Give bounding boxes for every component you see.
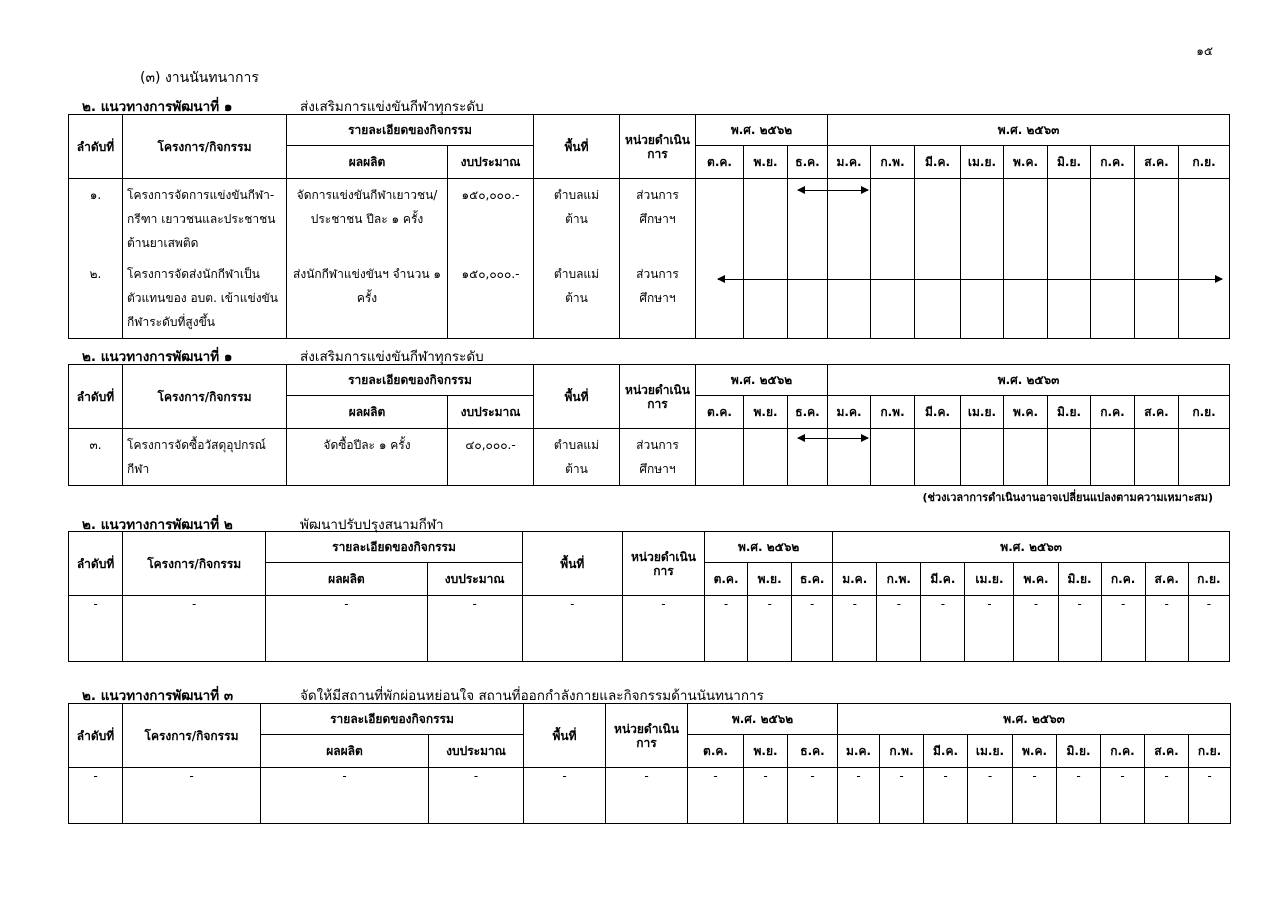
header-unit: หน่วยดำเนินการ <box>606 704 688 768</box>
row-output: - <box>261 768 429 824</box>
row-no: - <box>69 596 123 662</box>
header-month: ก.ย. <box>1188 563 1229 596</box>
header-unit: หน่วยดำเนินการ <box>620 115 696 179</box>
header-budget: งบประมาณ <box>448 396 534 429</box>
row-month: - <box>877 596 921 662</box>
header-month: พ.ย. <box>744 735 788 768</box>
row-budget: ๑๕๐,๐๐๐.- <box>461 267 520 281</box>
header-no: ลำดับที่ <box>69 704 123 768</box>
header-month: มิ.ย. <box>1057 735 1101 768</box>
row-month: - <box>921 596 965 662</box>
header-month: มิ.ย. <box>1048 146 1091 179</box>
row-month: - <box>1057 768 1101 824</box>
row-month: - <box>705 596 748 662</box>
header-month: ก.ค. <box>1091 396 1135 429</box>
row-month: - <box>924 768 968 824</box>
header-month: ก.พ. <box>877 563 921 596</box>
plan-table-3 <box>68 531 1230 662</box>
plan-table-2 <box>68 364 1230 486</box>
header-month: ก.ย. <box>1179 146 1230 179</box>
header-year-2562: พ.ศ. ๒๕๖๒ <box>705 532 833 563</box>
row-area: ตำบลแม่ต้าน <box>553 267 600 305</box>
header-month: เม.ย. <box>961 146 1004 179</box>
header-month: ต.ค. <box>696 146 744 179</box>
header-month: ธ.ค. <box>792 563 833 596</box>
row-area: ตำบลแม่ต้าน <box>553 188 600 226</box>
row-no: - <box>69 768 123 824</box>
row-month: - <box>1189 768 1231 824</box>
row-month: - <box>1014 596 1058 662</box>
header-details: รายละเอียดของกิจกรรม <box>261 704 524 735</box>
header-year-2563: พ.ศ. ๒๕๖๓ <box>838 704 1231 735</box>
header-month: ม.ค. <box>838 735 880 768</box>
row-project: โครงการจัดซื้อวัสดุอุปกรณ์กีฬา <box>127 438 266 476</box>
heading-label: ๒. แนวทางการพัฒนาที่ ๒ <box>82 517 233 533</box>
row-no: ๒. <box>89 267 102 281</box>
row-month: - <box>833 596 877 662</box>
header-month: ส.ค. <box>1145 563 1188 596</box>
schedule-note: (ช่วงเวลาการดำเนินงานอาจเปลี่ยนแปลงตามความเหมาะสม) <box>922 491 1213 504</box>
header-month: พ.ย. <box>748 563 792 596</box>
header-year-2562: พ.ศ. ๒๕๖๒ <box>688 704 838 735</box>
row-project: - <box>123 596 266 662</box>
plan-table-1 <box>68 114 1230 339</box>
plan-table-4 <box>68 703 1231 824</box>
row-unit: ส่วนการศึกษาฯ <box>636 188 679 226</box>
table-row <box>69 596 1230 662</box>
header-year-2563: พ.ศ. ๒๕๖๓ <box>828 365 1230 396</box>
header-month: ส.ค. <box>1145 735 1189 768</box>
header-year-2563: พ.ศ. ๒๕๖๓ <box>828 115 1230 146</box>
header-no: ลำดับที่ <box>69 115 123 179</box>
heading-label: ๒. แนวทางการพัฒนาที่ ๑ <box>82 349 233 365</box>
header-no: ลำดับที่ <box>69 365 123 429</box>
row-output: ส่งนักกีฬาแข่งขันฯ จำนวน ๑ ครั้ง <box>293 267 441 305</box>
page-number: ๑๕ <box>1196 44 1213 58</box>
header-year-2562: พ.ศ. ๒๕๖๒ <box>696 365 828 396</box>
header-month: ก.ค. <box>1091 146 1135 179</box>
row-output: - <box>266 596 427 662</box>
header-month: ก.ค. <box>1101 563 1145 596</box>
row-month: - <box>792 596 833 662</box>
header-year-2563: พ.ศ. ๒๕๖๓ <box>833 532 1230 563</box>
row-month: - <box>838 768 880 824</box>
heading-description: ส่งเสริมการแข่งขันกีฬาทุกระดับ <box>300 99 484 115</box>
header-month: มี.ค. <box>921 563 965 596</box>
header-month: ม.ค. <box>828 396 871 429</box>
row-month: - <box>688 768 744 824</box>
header-month: ก.ย. <box>1189 735 1231 768</box>
row-month: - <box>880 768 924 824</box>
row-month: - <box>1145 768 1189 824</box>
header-area: พื้นที่ <box>522 532 622 596</box>
header-area: พื้นที่ <box>534 365 620 429</box>
header-month: มิ.ย. <box>1048 396 1091 429</box>
schedule-arrow-row-3 <box>798 438 868 439</box>
row-area: - <box>522 596 622 662</box>
header-month: ก.พ. <box>871 396 915 429</box>
header-month: เม.ย. <box>968 735 1013 768</box>
table-row <box>69 179 1230 339</box>
header-details: รายละเอียดของกิจกรรม <box>287 365 534 396</box>
header-month: ก.พ. <box>871 146 915 179</box>
header-month: ต.ค. <box>705 563 748 596</box>
row-month: - <box>968 768 1013 824</box>
header-month: พ.ย. <box>744 396 788 429</box>
row-month: - <box>748 596 792 662</box>
header-month: พ.ย. <box>744 146 788 179</box>
row-month: - <box>1013 768 1057 824</box>
header-area: พื้นที่ <box>524 704 606 768</box>
header-project: โครงการ/กิจกรรม <box>123 365 287 429</box>
row-no: ๓. <box>89 438 102 452</box>
row-month: - <box>744 768 788 824</box>
row-output: จัดการแข่งขันกีฬาเยาวชน/ประชาชน ปีละ ๑ ครั้ง <box>296 188 438 226</box>
heading-label: ๒. แนวทางการพัฒนาที่ ๓ <box>82 688 234 704</box>
row-budget: - <box>427 596 522 662</box>
row-area: ตำบลแม่ต้าน <box>553 438 600 476</box>
header-month: เม.ย. <box>961 396 1004 429</box>
heading-description: ส่งเสริมการแข่งขันกีฬาทุกระดับ <box>300 349 484 365</box>
header-month: ต.ค. <box>688 735 744 768</box>
header-budget: งบประมาณ <box>429 735 524 768</box>
header-month: ม.ค. <box>833 563 877 596</box>
row-unit: ส่วนการศึกษาฯ <box>636 438 679 476</box>
schedule-arrow-row-1 <box>798 190 868 191</box>
header-month: ต.ค. <box>696 396 744 429</box>
heading-description: จัดให้มีสถานที่พักผ่อนหย่อนใจ สถานที่ออกกำลังกายและกิจกรรมด้านนันทนาการ <box>300 688 764 704</box>
row-project: - <box>123 768 261 824</box>
header-project: โครงการ/กิจกรรม <box>123 532 266 596</box>
header-month: ม.ค. <box>828 146 871 179</box>
heading-label: ๒. แนวทางการพัฒนาที่ ๑ <box>82 99 233 115</box>
header-month: ธ.ค. <box>788 735 838 768</box>
table-row <box>69 768 1231 824</box>
header-project: โครงการ/กิจกรรม <box>123 115 287 179</box>
header-output: ผลผลิต <box>287 396 448 429</box>
header-month: ธ.ค. <box>788 146 828 179</box>
heading-description: พัฒนาปรับปรุงสนามกีฬา <box>300 517 444 533</box>
header-budget: งบประมาณ <box>448 146 534 179</box>
header-output: ผลผลิต <box>266 563 427 596</box>
row-project: โครงการจัดการแข่งขันกีฬา-กรีฑา เยาวชนและประชาชนต้านยาเสพติด <box>127 188 276 250</box>
header-project: โครงการ/กิจกรรม <box>123 704 261 768</box>
header-details: รายละเอียดของกิจกรรม <box>266 532 522 563</box>
row-month: - <box>1101 768 1145 824</box>
header-month: เม.ย. <box>965 563 1014 596</box>
header-month: มิ.ย. <box>1058 563 1101 596</box>
row-month: - <box>965 596 1014 662</box>
row-unit: - <box>622 596 704 662</box>
header-month: พ.ค. <box>1004 146 1048 179</box>
header-month: มี.ค. <box>924 735 968 768</box>
header-month: ก.ค. <box>1101 735 1145 768</box>
row-unit: ส่วนการศึกษาฯ <box>636 267 679 305</box>
row-budget: ๔๐,๐๐๐.- <box>465 438 516 452</box>
header-month: ส.ค. <box>1135 396 1179 429</box>
header-unit: หน่วยดำเนินการ <box>620 365 696 429</box>
section-title: (๓) งานนันทนาการ <box>140 70 259 86</box>
schedule-arrow-row-2 <box>718 279 1222 280</box>
row-budget: - <box>429 768 524 824</box>
header-no: ลำดับที่ <box>69 532 123 596</box>
header-month: มี.ค. <box>915 146 961 179</box>
header-month: ก.ย. <box>1179 396 1230 429</box>
row-month: - <box>788 768 838 824</box>
row-month: - <box>1145 596 1188 662</box>
table-row <box>69 429 1230 486</box>
row-area: - <box>524 768 606 824</box>
row-project: โครงการจัดส่งนักกีฬาเป็นตัวแทนของ อบต. เข้าแข่งขันกีฬาระดับที่สูงขึ้น <box>127 267 278 329</box>
row-month: - <box>1188 596 1229 662</box>
header-output: ผลผลิต <box>287 146 448 179</box>
row-no: ๑. <box>89 188 102 202</box>
header-output: ผลผลิต <box>261 735 429 768</box>
row-unit: - <box>606 768 688 824</box>
header-budget: งบประมาณ <box>427 563 522 596</box>
row-budget: ๑๕๐,๐๐๐.- <box>461 188 520 202</box>
header-month: พ.ค. <box>1014 563 1058 596</box>
header-year-2562: พ.ศ. ๒๕๖๒ <box>696 115 828 146</box>
header-details: รายละเอียดของกิจกรรม <box>287 115 534 146</box>
header-unit: หน่วยดำเนินการ <box>622 532 704 596</box>
row-month: - <box>1058 596 1101 662</box>
header-month: มี.ค. <box>915 396 961 429</box>
header-month: ก.พ. <box>880 735 924 768</box>
header-month: พ.ค. <box>1004 396 1048 429</box>
row-output: จัดซื้อปีละ ๑ ครั้ง <box>323 438 411 452</box>
header-area: พื้นที่ <box>534 115 620 179</box>
header-month: ส.ค. <box>1135 146 1179 179</box>
row-month: - <box>1101 596 1145 662</box>
header-month: พ.ค. <box>1013 735 1057 768</box>
header-month: ธ.ค. <box>788 396 828 429</box>
